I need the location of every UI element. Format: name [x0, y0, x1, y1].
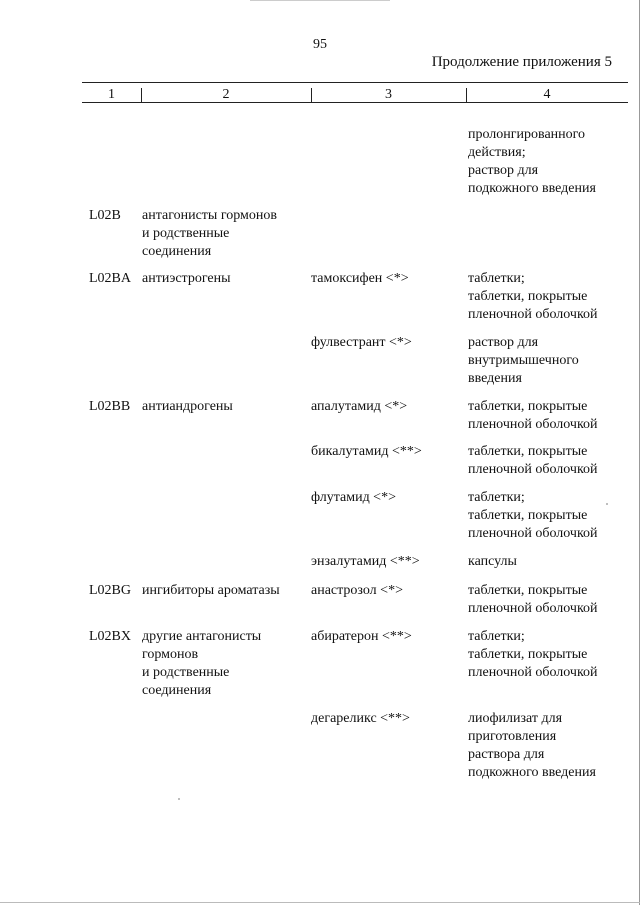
- header-top-rule: [82, 82, 628, 83]
- header-col-3: 3: [385, 87, 392, 102]
- header-col-1: 1: [108, 87, 115, 102]
- table-cell-form: таблетки; таблетки, покрытые пленочной оболочкой: [468, 629, 598, 680]
- table-cell-code: L02BG: [89, 583, 131, 598]
- table-cell-form: раствор для внутримышечного введения: [468, 335, 579, 386]
- continuation-title: Продолжение приложения 5: [431, 54, 612, 70]
- table-cell-group: антиэстрогены: [142, 271, 231, 286]
- table-cell-drug: энзалутамид <**>: [311, 554, 420, 569]
- table-cell-group: другие антагонисты гормонов и родственные соединения: [142, 629, 262, 698]
- table-cell-form: капсулы: [468, 554, 517, 569]
- table-cell-drug: абиратерон <**>: [311, 629, 412, 644]
- table-cell-drug: дегареликс <**>: [311, 711, 410, 726]
- table-cell-code: L02BX: [89, 629, 131, 644]
- table-cell-drug: апалутамид <*>: [311, 399, 408, 414]
- table-cell-group: антагонисты гормонов и родственные соединения: [142, 208, 277, 259]
- header-col-2: 2: [222, 87, 230, 102]
- table-cell-drug: флутамид <*>: [311, 490, 396, 505]
- table-cell-form: пролонгированного действия; раствор для подкожного введения: [468, 127, 596, 196]
- table-cell-form: таблетки, покрытые пленочной оболочкой: [468, 583, 598, 616]
- table-cell-code: L02BA: [89, 271, 131, 286]
- table-cell-form: таблетки, покрытые пленочной оболочкой: [468, 399, 598, 432]
- page-number: 95: [313, 37, 327, 52]
- table-cell-form: таблетки; таблетки, покрытые пленочной оболочкой: [468, 490, 598, 541]
- table-cell-form: таблетки, покрытые пленочной оболочкой: [468, 444, 598, 477]
- header-col-4: 4: [543, 87, 551, 102]
- scan-speck: [178, 798, 180, 800]
- scan-top-mark: [250, 0, 390, 1]
- table-cell-drug: бикалутамид <**>: [311, 444, 422, 459]
- table-cell-drug: фулвестрант <*>: [311, 335, 412, 350]
- scan-speck: [606, 503, 608, 505]
- table-cell-form: лиофилизат для приготовления раствора для подкожного введения: [468, 711, 596, 780]
- table-cell-drug: тамоксифен <*>: [311, 271, 409, 286]
- table-cell-group: ингибиторы ароматазы: [142, 583, 280, 598]
- table-cell-group: антиандрогены: [142, 399, 233, 414]
- scan-bottom-edge: [0, 902, 640, 903]
- table-cell-form: таблетки; таблетки, покрытые пленочной оболочкой: [468, 271, 598, 322]
- table-cell-drug: анастрозол <*>: [311, 583, 403, 598]
- table-cell-code: L02BB: [89, 399, 131, 414]
- table-cell-code: L02B: [89, 208, 121, 223]
